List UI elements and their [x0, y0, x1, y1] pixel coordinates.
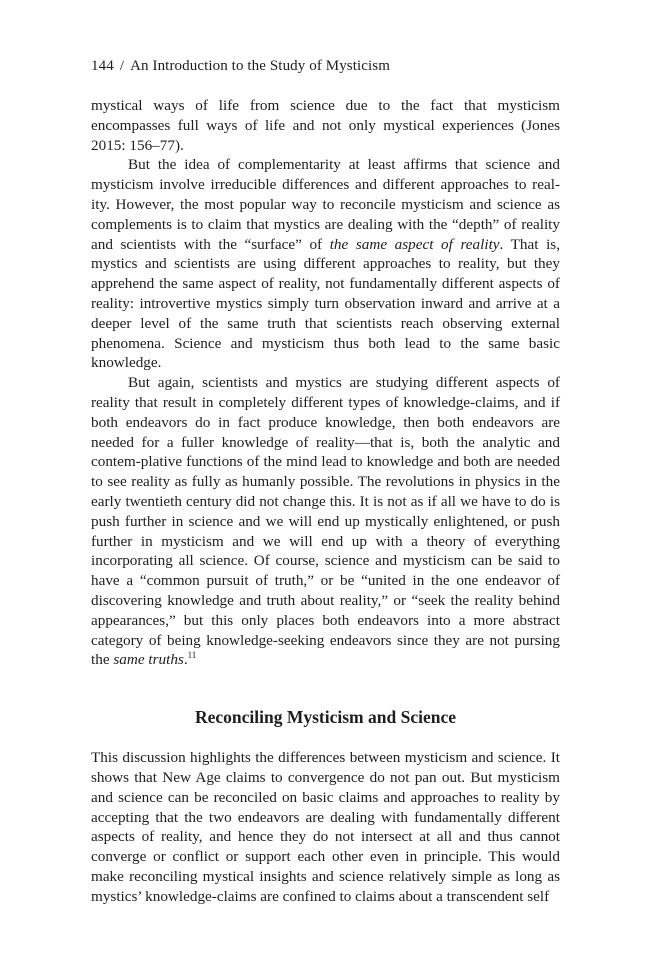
italic-phrase: the same aspect of reality: [329, 235, 500, 253]
header-separator: /: [119, 58, 125, 74]
section-paragraph: This discussion highlights the differences between mysticism and science. It shows that New Age claims to convergence do not pan out. But mysticism and science can be reconciled on basic claims and approaches to reality by accepting that the two endeavors are dealing with fundamentally different aspects of reality, and hence they do not intersect at all and thus cannot converge or conflict or support each other even in principle. This would make reconciling mystical insights and science relatively simple as long as mystics’ knowledge-claims are confined to claims about a transcendent self: [91, 749, 560, 905]
book-title: An Introduction to the Study of Mysticism: [130, 58, 391, 74]
paragraph-2: [91, 155, 560, 373]
paragraph-1: [91, 96, 560, 155]
section-heading: Reconciling Mysticism and Science: [194, 707, 456, 728]
italic-phrase: same truths: [113, 651, 184, 669]
text-run: .: [183, 651, 188, 669]
text-run: . That is, mystics and scientists are using different approaches to reality, but they apprehend the same aspect of reality, not fundamentally different aspects of reality: introvertive mystics simply turn observation inward and arrive at a deeper level of the same truth that scientists reach observing external phenomena. Science and mysticism thus both lead to the same basic knowledge.: [91, 235, 560, 372]
footnote-marker: 11: [187, 650, 197, 661]
book-page: [91, 56, 560, 906]
running-header: [91, 56, 560, 76]
text-run: But the idea of complementarity at least affirms that science and mysticism involve irreducible differences and different approaches to real-ity. However, the most popular way to reconcile mysticism and science as complements is to claim that mystics are dealing with the “depth” of reality and scientists with the “surface” of: [91, 156, 560, 253]
paragraph-3: [91, 373, 560, 670]
text-run: But again, scientists and mystics are studying different aspects of reality that result in completely different types of knowledge-claims, and if both endeavors do in fact produce knowledge, then both endeavors are needed for a fuller knowledge of reality—that is, both the analytic and contem-plative functions of the mind lead to knowledge and both are needed to see reality as fully as humanly possible. The revolutions in physics in the early twentieth century did not change this. It is not as if all we have to do is push further in science and we will end up mystically enlightened, or push further in mysticism and we will end up with a theory of everything incorporating all science. Of course, science and mysticism can be said to have a “common pursuit of truth,” or be “united in the one endeavor of discovering knowledge and truth about reality,” or “seek the reality behind appearances,” but this only places both endeavors into a more abstract category of being knowledge-seeking endeavors since they are not pursing the: [91, 374, 560, 669]
text-run: mystical ways of life from science due to the fact that mysticism encompasses full ways of life and not only mystical experiences (Jones 2015: 156–77).: [91, 97, 560, 154]
page-number: 144: [91, 58, 114, 74]
